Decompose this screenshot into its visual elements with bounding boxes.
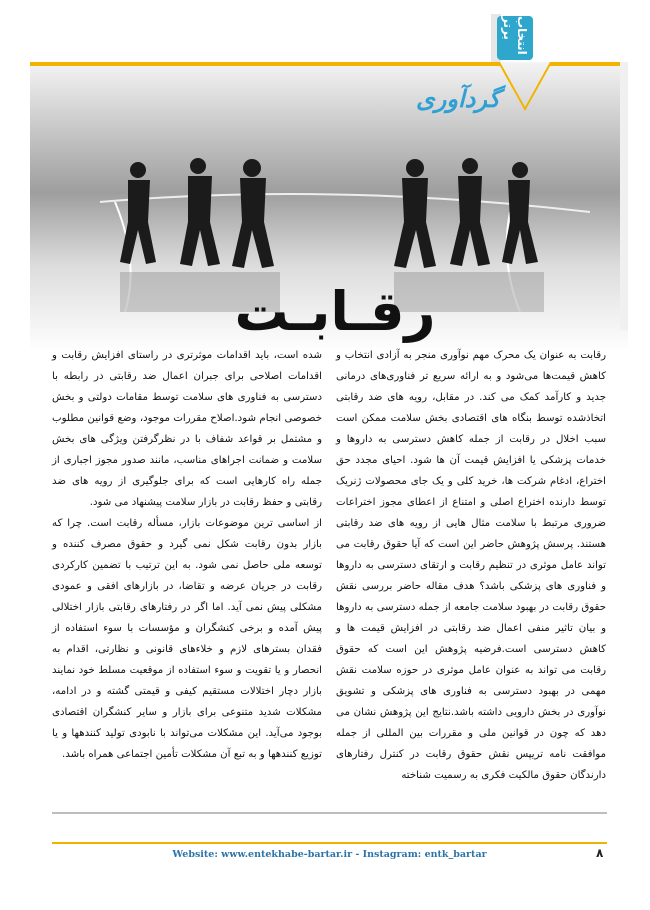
section-label: گردآوری xyxy=(416,85,500,113)
article-column-right: رقابت به عنوان یک محرک مهم نوآوری منجر به آزادی انتخاب و کاهش قیمت‌ها می‌شود و به ارائه سریع تر فناوری‌های درمانی جدید و کارآمد کمک می کند. در مقابل، رویه های ضد رقابتی اتخاذشده توسط بنگاه های اقتصادی بخش سلامت ممکن است سبب اخلال در رقابت از جمله کاهش دسترسی به داروها و خدمات پزشکی یا افزایش قیمت آن ها شود. احیای مجدد حق اختراع، ادغام شرکت ها، خرید کلی و یک جای محصولات ژنریک توسط دارنده اختراع اصلی و امتناع از اعطای مجوز اختراعات ضروری مرتبط با سلامت مثال هایی از رویه های ضد رقابتی هستند. پرسش پژوهش حاضر این است که آیا حقوق رقابت می تواند عامل موثری در تنظیم رقابت و ارتقای دسترسی به داروها و فناوری های پزشکی باشد؟ هدف مقاله حاضر بررسی نقش حقوق رقابت در بهبود سلامت جامعه از جمله دسترسی به داروها و بیان تاثیر منفی اعمال ضد رقابتی در افزایش قیمت ها و کاهش دسترسی است.فرضیه پژوهش این است که حقوق رقابت می تواند به عنوان عامل موثری در حوزه سلامت نقش مهمی در بهبود دسترسی به فناوری های پزشکی و تشویق نوآوری در بخش دارویی داشته باشد.نتایج این پژوهش نشان می دهد که چون در قوانین ملی و مقررات بین المللی از جمله موافقت نامه تریپس نقش حقوق رقابت در کنترل رفتارهای دارندگان حقوق مالکیت فکری به رسمیت شناخته xyxy=(336,350,606,781)
article-column-left xyxy=(52,345,322,765)
footer-rule xyxy=(52,842,607,844)
footer-link-text[interactable]: Website: www.entekhabe-bartar.ir - Instagram: entk_bartar xyxy=(172,849,487,860)
page-number: ۸ xyxy=(596,846,604,860)
magazine-logo: انتخاب برتر xyxy=(497,16,533,60)
divider xyxy=(52,812,607,814)
article-title: رقـابـت xyxy=(234,280,436,343)
paragraph: شده است، باید اقدامات موثرتری در راستای افزایش رقابت و اقدامات اصلاحی برای جبران اعمال ضد رقابتی در رابطه با دسترسی به فناوری های سلامت توسط مقامات دولتی و بخش خصوصی انجام شود.اصلاح مقررات موجود، وضع قوانین مطلوب و مشتمل بر قواعد شفاف با در نظرگرفتن ویژگی های بخش سلامت و ضمانت اجراهای مناسب، مانند صدور مجوز اجباری از جمله راه کارهایی است که برای جلوگیری از رویه های ضد رقابتی و حفظ رقابت در بازار سلامت پیشنهاد می شود. xyxy=(52,350,322,508)
paragraph: از اساسی ترین موضوعات بازار، مسأله رقابت است. چرا که بازار بدون رقابت شکل نمی گیرد و حقوق مصرف کننده و توسعه ملی حاصل نمی شود. به این ترتیب با تضمین کارکردی رقابت در جریان عرضه و تقاضا، در بازارهای افقی و عمودی مشکلی پیش نمی آید. اما اگر در رفتارهای رقابتی بازار اختلالی پیش آمده و برخی کنشگران و مؤسسات با سوء استفاده از فقدان بسترهای لازم و خلاءهای قانونی و نظارتی، اقدام به انحصار و یا تقویت و سوء استفاده از موقعیت مسلط خود نمایند بازار دچار اختلالات مستقیم کیفی و قیمتی گشته و در ادامه، مشکلات شدید متنوعی برای بازار و سایر کنشگران اقتصادی بوجود می‌آید. این مشکلات می‌تواند با نابودی تولید کنندهها و یا توزیع کنندهها و به تبع آن مشکلات تأمین اجتماعی همراه باشد. xyxy=(52,518,322,760)
